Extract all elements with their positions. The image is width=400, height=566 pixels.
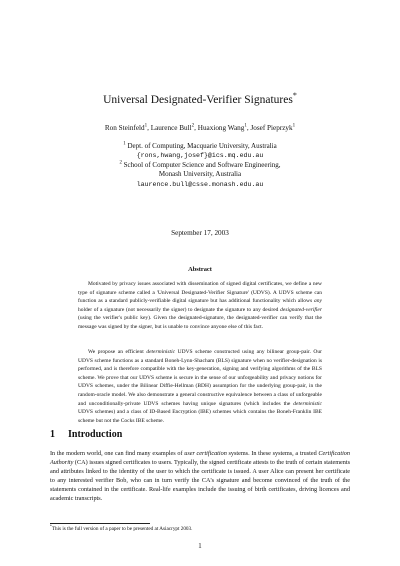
paper-date: September 17, 2003 xyxy=(171,229,229,237)
abstract-text: UDVS scheme constructed using any bilinear group-pair. Our UDVS scheme functions as a standard Boneh-Lynn-Shacham (BLS) signature when no verifier-designation is performed, and is therefore compatible with the key-generation, signing and verifying algorithms of the BLS scheme. We prove that our UDVS scheme is secure in the sense of our unforgeability and privacy notions for UDVS schemes, under the Bilinear Diffie-Hellman (BDH) assumption for the underlying group-pair, in the random-oracle model. We also demonstrate a general constructive equivalence between a class of unforgeable and unconditionally-private UDVS schemes having unique signatures (which includes the xyxy=(78,349,322,407)
abstract-emphasis: any xyxy=(314,298,322,305)
affiliation-email: laurence.bull@csse.monash.edu.au xyxy=(136,180,264,188)
abstract-paragraph-2 xyxy=(78,348,322,425)
footnote xyxy=(50,526,350,532)
affiliation-text-line2: Monash University, Australia xyxy=(158,170,242,179)
affiliations xyxy=(0,142,400,189)
section-heading xyxy=(50,429,122,440)
author-affiliation-mark: 1 xyxy=(292,123,296,129)
author-name: Josef Pieprzyk xyxy=(250,124,293,132)
abstract-text: UDVS schemes) and a class of ID-Based Encryption (IBE) schemes which contains the Boneh-Franklin IBE scheme but not the Cocks IBE scheme. xyxy=(78,409,322,424)
author-separator: , xyxy=(194,124,198,132)
abstract-text: Motivated by privacy issues associated with dissemination of signed digital certificates, we define a new type of signature scheme called a 'Universal Designated-Verifier Signature' (UDVS). A UDVS scheme can function as a standard publicly-verifiable digital signature but has additional functionality which allows xyxy=(78,281,322,305)
author-name: Huaxiong Wang xyxy=(197,124,245,132)
intro-emphasis: Certification Authority xyxy=(50,450,350,466)
affiliation-mark: 1 xyxy=(123,141,126,147)
footnote-text: This is the full version of a paper to be presented at Asiacrypt 2003. xyxy=(51,526,193,532)
author-affiliation-mark: 1 xyxy=(144,123,148,129)
intro-text: In the modern world, one can find many examples of xyxy=(50,450,185,457)
author-affiliation-mark: 1 xyxy=(244,123,247,129)
affiliation-mark: 2 xyxy=(119,160,122,166)
intro-emphasis: user certification xyxy=(184,450,227,457)
author-affiliation-mark: 2 xyxy=(191,123,195,129)
section-title: Introduction xyxy=(68,429,123,440)
affiliation-email: {rons,hwang,josef}@ics.mq.edu.au xyxy=(136,152,264,160)
affiliation-text: Dept. of Computing, Macquarie University, Australia xyxy=(125,142,277,150)
abstract-emphasis: deterministic xyxy=(293,400,322,407)
title-text: Universal Designated-Verifier Signatures xyxy=(103,94,293,106)
title-footnote-mark: * xyxy=(292,91,297,101)
author-separator: , xyxy=(246,124,251,132)
abstract-heading: Abstract xyxy=(188,266,212,273)
abstract-emphasis: deterministic xyxy=(146,349,176,355)
intro-text: systems. In these systems, a trusted xyxy=(226,450,319,457)
paper-title xyxy=(0,91,400,106)
abstract-text: holder of a signature (not necessarily the signer) to designate the signature to any desired xyxy=(78,306,281,313)
author-name: Laurence Bull xyxy=(150,124,192,132)
page-number: 1 xyxy=(198,543,202,550)
author-list xyxy=(0,124,400,132)
intro-text: (CA) issues signed certificates to users. Typically, the signed certificate attests to the truth of certain statements and attributes linked to the identity of the user to which the certificate is issued. A user Alice can present her certificate to any interested verifier Bob, who can in turn verify the CA's signature and become convinced of the truth of the statements contained in the certificate. Real-life examples include the issuing of birth certificates, driving licences and academic transcripts. xyxy=(50,459,350,502)
introduction-paragraph xyxy=(50,449,350,503)
footnote-mark: * xyxy=(50,524,52,529)
section-number: 1 xyxy=(50,429,55,440)
affiliation-text: School of Computer Science and Software Engineering, xyxy=(121,160,281,169)
author-separator: , xyxy=(147,124,151,132)
abstract-text: (using the verifier's public key). Given the designated-signature, the designated-verifier can verify that the message was signed by the signer, but is unable to convince anyone else of this fact. xyxy=(78,315,322,330)
abstract-text: We propose an efficient xyxy=(88,349,147,355)
affiliation-1 xyxy=(0,142,400,151)
author-name: Ron Steinfeld xyxy=(104,124,145,132)
abstract-emphasis: designated-verifier xyxy=(280,306,322,313)
affiliation-2 xyxy=(0,161,400,170)
abstract-paragraph-1 xyxy=(78,280,322,332)
footnote-rule xyxy=(50,523,150,524)
